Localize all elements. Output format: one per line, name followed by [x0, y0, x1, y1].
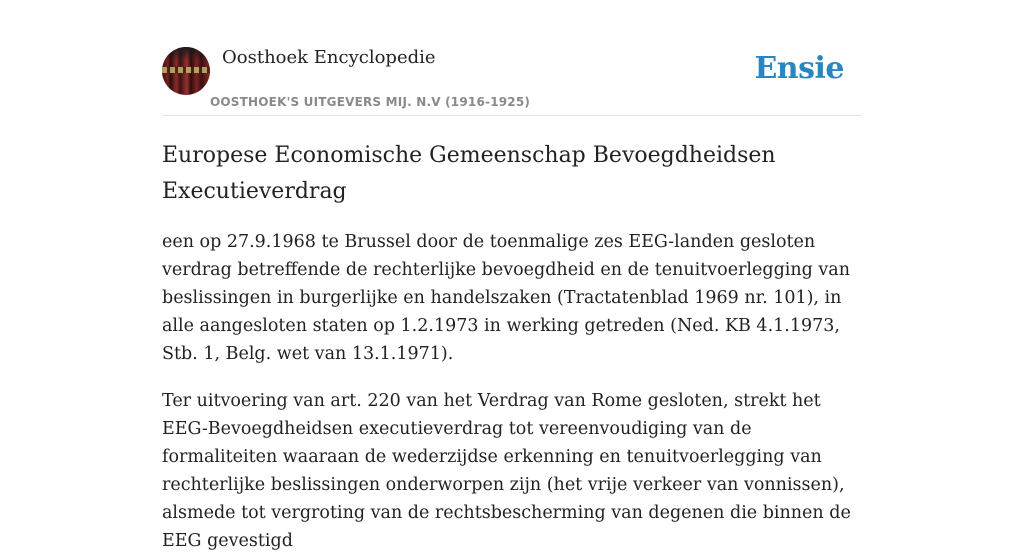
- article-paragraph: een op 27.9.1968 te Brussel door de toenmalige zes EEG-landen gesloten verdrag betreffende de rechterlijke bevoegdheid en de tenuitvoerlegging van beslissingen in burgerlijke en handelszaken (Tractatenblad 1969 nr. 101), in alle aangesloten staten op 1.2.1973 in werking getreden (Ned. KB 4.1.1973, Stb. 1, Belg. wet van 13.1.1971).: [162, 232, 851, 364]
- article-title: Europese Economische Gemeenschap Bevoegdheidsen Executieverdrag: [162, 143, 776, 204]
- article-paragraph: Ter uitvoering van art. 220 van het Verdrag van Rome gesloten, strekt het EEG-Bevoegdheidsen executieverdrag tot vereenvoudiging van de formaliteiten waaraan de wederzijdse erkenning en tenuitvoerlegging van rechterlijke beslissingen onderworpen zijn (het vrije verkeer van vonnissen), alsmede tot vergroting van de rechtsbescherming van degenen die binnen de EEG gevestigd: [162, 391, 851, 551]
- publication-title[interactable]: Oosthoek Encyclopedie: [222, 47, 436, 68]
- book-spines-icon[interactable]: [162, 47, 210, 95]
- publisher-subtitle: OOSTHOEK'S UITGEVERS MIJ. N.V (1916-1925): [210, 95, 531, 109]
- publication-header: [162, 45, 862, 116]
- brand-logo[interactable]: Ensie: [754, 51, 844, 86]
